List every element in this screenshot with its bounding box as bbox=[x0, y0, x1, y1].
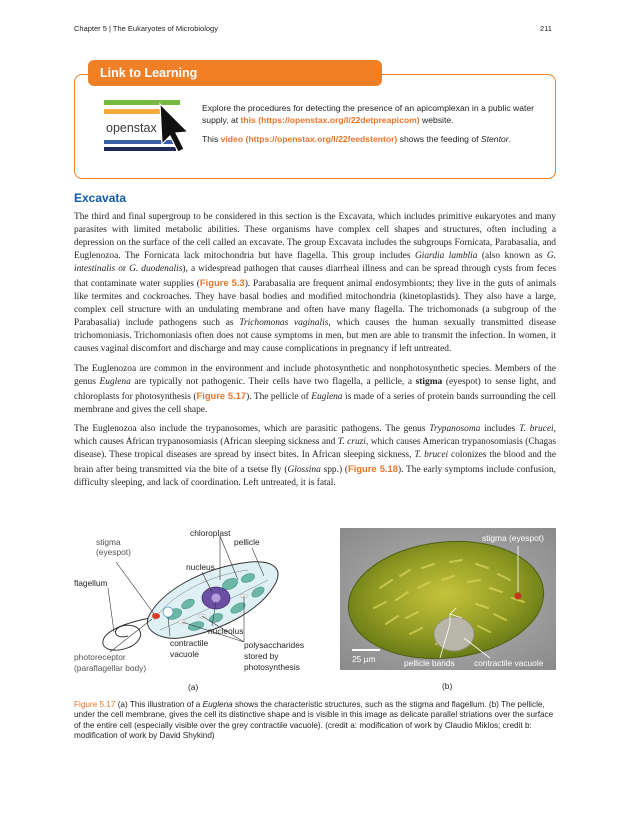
apicomplexan-link[interactable]: this (https://openstax.org/l/22detpreapicom) bbox=[240, 115, 420, 126]
stigma-shape bbox=[152, 613, 160, 619]
label-polysaccharides: polysaccharides bbox=[244, 640, 305, 650]
ltl-paragraph-1: Explore the procedures for detecting the presence of an apicomplexan in a public water supply, at this (https://openstax.org/l/22detpreapicom) website. bbox=[202, 103, 535, 126]
panel-a-label: (a) bbox=[188, 682, 199, 692]
body-text bbox=[74, 211, 556, 496]
label-nucleus: nucleus bbox=[186, 562, 215, 572]
section-heading: Excavata bbox=[74, 191, 127, 205]
paragraph-trypanosomes: The Euglenozoa also include the trypanosomes, which are parasitic pathogens. The genus Trypanosoma includes T. brucei, which causes African trypanosomiasis (African sleeping sickness and T. cruzi, which causes American trypanosomiasis (Chagas disease). These tropical diseases are spread by insect bites. In African sleeping sickness, T. brucei colonizes the blood and the brain after being transmitted via the bite of a tsetse fly (Glossina spp.) (Figure 5.18). The early symptoms include confusion, difficulty sleeping, and lack of coordination. Left untreated, it is fatal. bbox=[74, 423, 557, 488]
chapter-header: Chapter 5 | The Eukaryotes of Microbiology bbox=[74, 24, 218, 33]
euglena-micrograph bbox=[340, 528, 558, 692]
caption-figure-label: Figure 5.17 bbox=[74, 700, 116, 709]
label-contractile: contractile bbox=[170, 638, 209, 648]
cursor-arrow-icon bbox=[160, 104, 188, 152]
paragraph-euglenozoa: The Euglenozoa are common in the environment and include photosynthetic and nonphotosynthetic species. Members of the genus Euglena are typically not pathogenic. Their cells have two flagella, a pellicle, a stigma (eyespot) to sense light, and chloroplasts for photosynthesis (Figure 5.17). The pellicle of Euglena is made of a series of protein bands surrounding the cell membrane and gives the cell shape. bbox=[74, 363, 557, 415]
stentor-video-link[interactable]: video (https://openstax.org/l/22feedstentor) bbox=[220, 133, 398, 144]
paragraph-excavata: The third and final supergroup to be considered in this section is the Excavata, which includes primitive eukaryotes and many parasites with limited metabolic abilities. These organisms have complex cell shapes and structures, often including a depression on the surface of the cell called an excavate. The group Excavata includes the subgroups Fornicata, Parabasalia, and Euglenozoa. The Fornicata lack mitochondria but have flagella. This group includes Giardia lamblia (also known as G. intestinalis or G. duodenalis), a widespread pathogen that causes diarrheal illness and can be spread through cysts from feces that contaminate water supplies (Figure 5.3). Parabasalia are frequent animal endosymbionts; they live in the guts of animals like termites and cockroaches. They have basal bodies and modified mitochondria (kinetoplastids). They also have a large, complex cell structure with an undulating membrane and often have many flagella. The trichomonads (a subgroup of the Parabasalia) include pathogens such as Trichomonas vaginalis, which causes the human sexually transmitted disease trichomoniasis. Trichomoniasis often does not cause symptoms in men, but men are able to transmit the infection. In women, it causes vaginal discomfort and discharge and may cause complications in pregnancy if left untreated. bbox=[74, 212, 557, 355]
flagellum-line bbox=[103, 618, 150, 650]
label-flagellum: flagellum bbox=[74, 578, 108, 588]
label-vacuole: vacuole bbox=[170, 649, 199, 659]
label-photoreceptor: photoreceptor bbox=[74, 652, 126, 662]
label-paraflagellar: (paraflagellar body) bbox=[74, 663, 147, 673]
label-chloroplast: chloroplast bbox=[190, 528, 231, 538]
stigma-spot bbox=[515, 593, 522, 600]
contractile-vacuole-shape bbox=[163, 607, 173, 617]
ltl-paragraph-2: This video (https://openstax.org/l/22feedstentor) shows the feeding of Stentor. bbox=[202, 133, 512, 144]
nucleolus-shape bbox=[212, 594, 221, 603]
logo-text: openstax bbox=[106, 121, 157, 135]
figure-5-17-link[interactable]: Figure 5.17 bbox=[196, 389, 247, 401]
logo-bar-orange bbox=[104, 109, 161, 114]
euglena-illustration bbox=[70, 522, 340, 694]
label-stigma: stigma bbox=[96, 537, 121, 547]
label-pellicle: pellicle bbox=[234, 537, 260, 547]
figure-5-18-link[interactable]: Figure 5.18 bbox=[348, 462, 398, 474]
logo-bar-navy bbox=[104, 147, 176, 151]
figure-5-3-link[interactable]: Figure 5.3 bbox=[199, 277, 245, 289]
figure-caption: Figure 5.17 (a) This illustration of a Euglena shows the characteristic structures, such as the stigma and flagellum. (b) The pellicle, under the cell membrane, gives the cell its distinctive shape and is visible in this image as delicate parallel striations over the surface of the entire cell (especially visible over the grey contractile vacuole). (credit a: modification of work by Claudio Miklos; credit b: modification of work by David Shykind) bbox=[74, 700, 554, 741]
logo-bar-green bbox=[104, 100, 180, 105]
label-stigma-eyespot: stigma (eyespot) bbox=[482, 533, 544, 543]
label-stored-by: stored by bbox=[244, 651, 279, 661]
label-contractile-vacuole: contractile vacuole bbox=[474, 658, 544, 668]
link-to-learning-title: Link to Learning bbox=[88, 60, 382, 86]
label-eyespot: (eyespot) bbox=[96, 547, 131, 557]
label-pellicle-bands: pellicle bands bbox=[404, 658, 455, 668]
link-to-learning-text bbox=[202, 102, 542, 151]
openstax-logo bbox=[104, 99, 190, 155]
scale-label: 25 µm bbox=[352, 654, 376, 664]
label-nucleolus: nucleolus bbox=[208, 626, 244, 636]
panel-b-label: (b) bbox=[442, 681, 453, 691]
page-number: 211 bbox=[540, 24, 552, 33]
contractile-vacuole bbox=[434, 617, 474, 651]
label-photosynthesis: photosynthesis bbox=[244, 662, 300, 672]
